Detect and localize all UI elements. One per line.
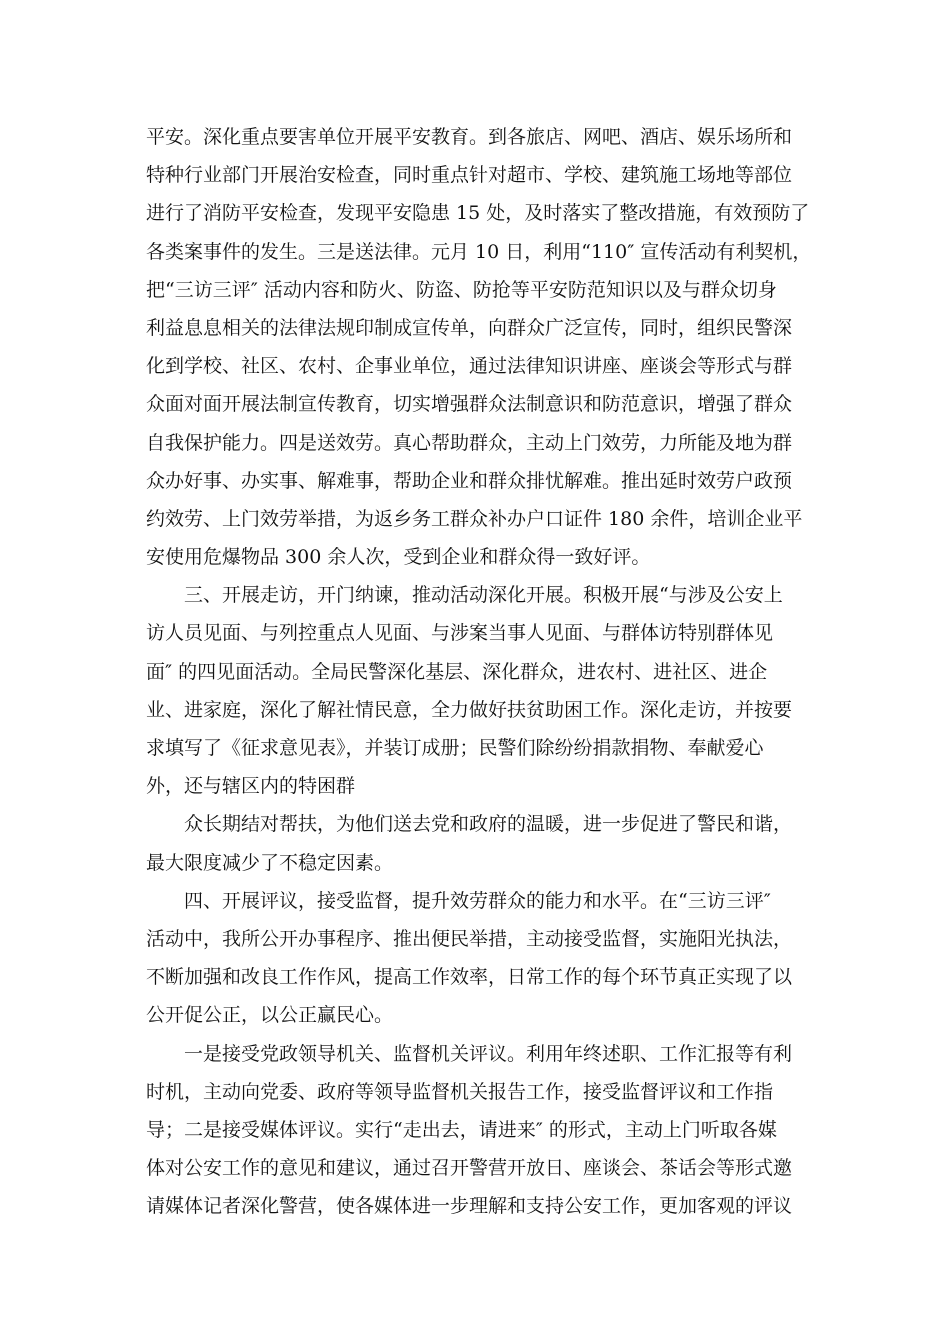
text-line: 时机，主动向党委、政府等领导监督机关报告工作，接受监督评议和工作指: [146, 1080, 774, 1103]
text-line: 利益息息相关的法律法规印制成宣传单，向群众广泛宣传，同时，组织民警深: [146, 316, 793, 339]
paragraph-3: [146, 805, 806, 881]
text-line: 导；二是接受媒体评议。实行“走出去，请进来″ 的形式，主动上门听取各媒: [146, 1118, 777, 1141]
text-line: 访人员见面、与列控重点人见面、与涉案当事人见面、与群体访特别群体见: [146, 622, 774, 645]
text-line: 不断加强和改良工作作风，提高工作效率，日常工作的每个环节真正实现了以: [146, 966, 793, 989]
paragraph-4: [146, 882, 806, 1035]
text-line: 面″ 的四见面活动。全局民警深化基层、深化群众，进农村、进社区、进企: [146, 660, 768, 683]
text-line: 安使用危爆物品 300 余人次，受到企业和群众得一致好评。: [146, 546, 651, 569]
text-line: 众办好事、办实事、解难事，帮助企业和群众排忧解难。推出延时效劳户政预: [146, 469, 793, 492]
document-body: [146, 118, 812, 1225]
text-line: 特种行业部门开展治安检查，同时重点针对超市、学校、建筑施工场地等部位: [146, 164, 793, 187]
text-line: 一是接受党政领导机关、监督机关评议。利用年终述职、工作汇报等有利: [184, 1042, 793, 1065]
text-line: 化到学校、社区、农村、企事业单位，通过法律知识讲座、座谈会等形式与群: [146, 355, 793, 378]
text-line: 各类案事件的发生。三是送法律。元月 10 日，利用“110″ 宣传活动有利契机，: [146, 240, 812, 263]
text-line: 众长期结对帮扶，为他们送去党和政府的温暖，进一步促进了警民和谐，: [184, 813, 793, 836]
text-line: 最大限度减少了不稳定因素。: [146, 851, 394, 874]
text-line: 活动中，我所公开办事程序、推出便民举措，主动接受监督，实施阳光执法，: [146, 927, 793, 950]
text-line: 业、进家庭，深化了解社情民意，全力做好扶贫助困工作。深化走访，并按要: [146, 698, 793, 721]
paragraph-1: [146, 118, 812, 576]
text-line: 平安。深化重点要害单位开展平安教育。到各旅店、网吧、酒店、娱乐场所和: [146, 126, 793, 148]
text-line: 约效劳、上门效劳举措，为返乡务工群众补办户口证件 180 余件，培训企业平: [146, 507, 803, 530]
text-line: 公开促公正，以公正赢民心。: [146, 1004, 394, 1027]
text-line: 请媒体记者深化警营，使各媒体进一步理解和支持公安工作，更加客观的评议: [146, 1195, 793, 1218]
text-line: 求填写了《征求意见表》，并装订成册；民警们除纷纷捐款捐物、奉献爱心: [146, 737, 764, 759]
text-line: 自我保护能力。四是送效劳。真心帮助群众，主动上门效劳，力所能及地为群: [146, 431, 793, 454]
text-line: 把“三访三评″ 活动内容和防火、防盗、防抢等平安防范知识以及与群众切身: [146, 278, 777, 301]
text-line: 四、开展评议，接受监督，提升效劳群众的能力和水平。在“三访三评″: [184, 889, 771, 912]
text-line: 体对公安工作的意见和建议，通过召开警营开放日、座谈会、茶话会等形式邀: [146, 1157, 793, 1180]
text-line: 进行了消防平安检查，发现平安隐患 15 处，及时落实了整改措施，有效预防了: [146, 202, 810, 225]
text-line: 众面对面开展法制宣传教育，切实增强群众法制意识和防范意识，增强了群众: [146, 393, 793, 416]
paragraph-5: [146, 1035, 806, 1226]
text-line: 三、开展走访，开门纳谏，推动活动深化开展。积极开展“与涉及公安上: [184, 584, 783, 607]
paragraph-2: [146, 576, 806, 805]
text-line: 外，还与辖区内的特困群: [146, 775, 356, 798]
